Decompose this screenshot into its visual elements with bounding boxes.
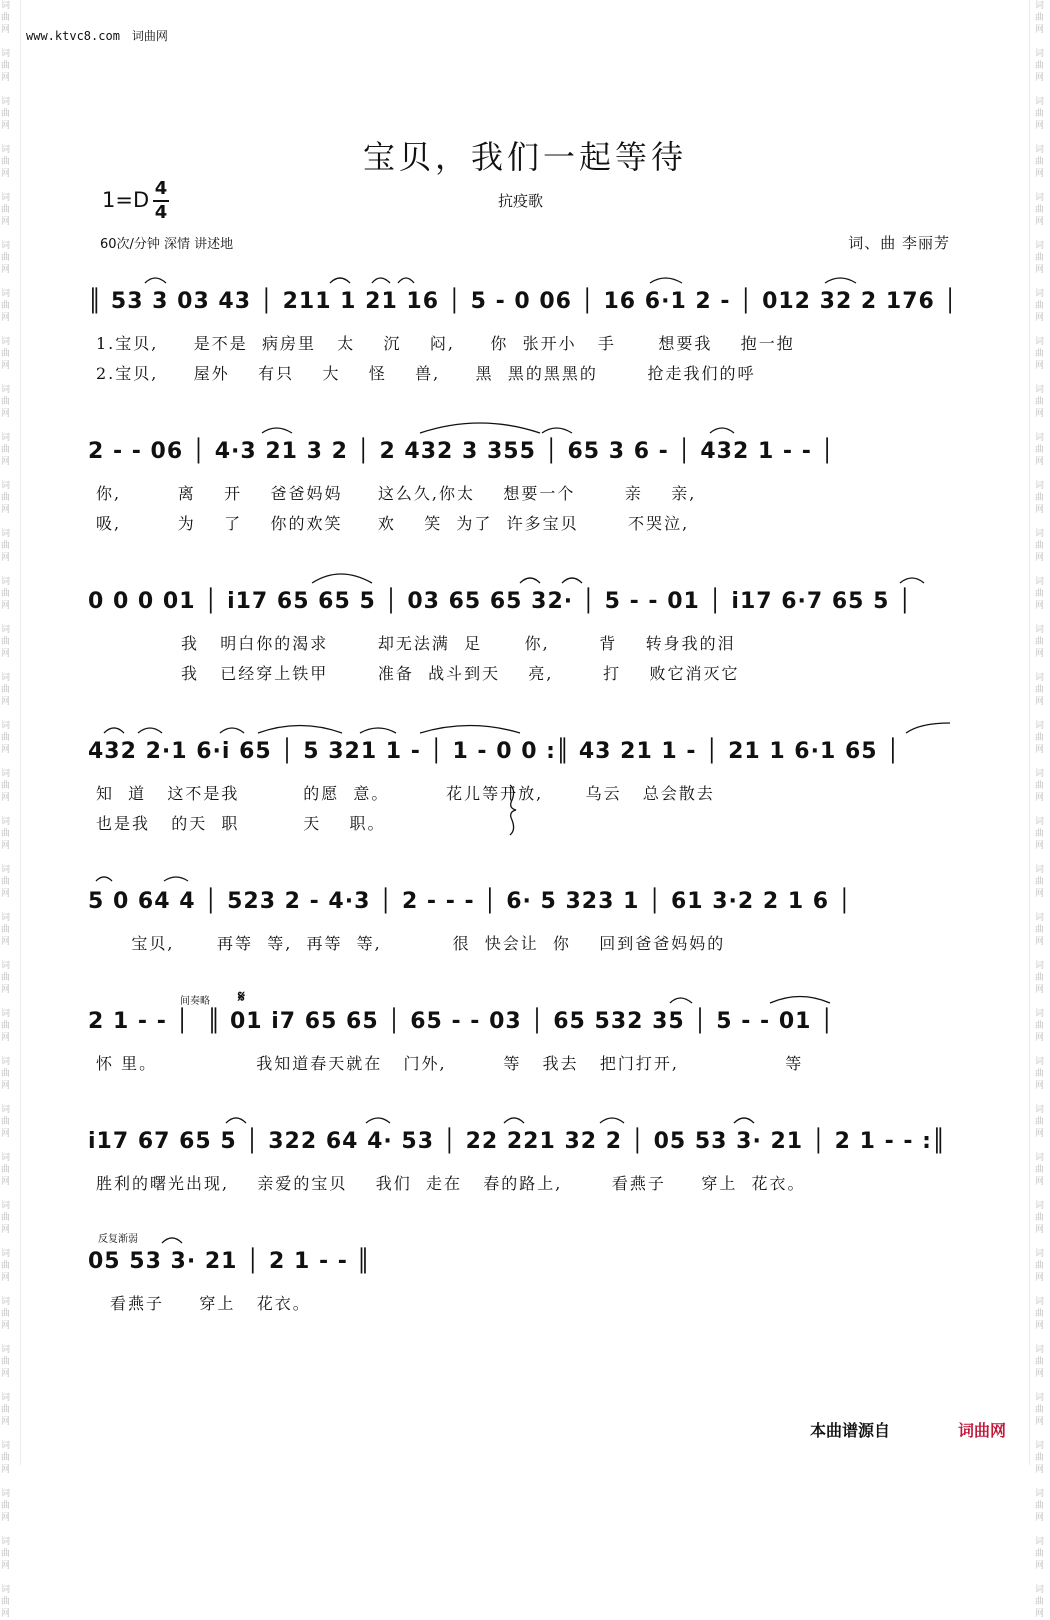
slur [96, 877, 112, 881]
lyric-line-1-verse-1: 1.宝贝, 是不是 病房里 太 沉 闷, 你 张开小 手 想要我 抱一抱 [96, 334, 795, 353]
slur [104, 728, 124, 733]
slur [734, 1118, 754, 1123]
lyric-line-2-verse-1: 你, 离 开 爸爸妈妈 这么久,你太 想要一个 亲 亲, [96, 484, 697, 503]
lyric-line-2-verse-2: 吸, 为 了 你的欢笑 欢 笑 为了 许多宝贝 不哭泣, [96, 514, 690, 533]
lyric-line-3-verse-1: 我 明白你的渴求 却无法满 足 你, 背 转身我的泪 [96, 634, 736, 653]
lyric-line-7: 胜利的曙光出现, 亲爱的宝贝 我们 走在 春的路上, 看燕子 穿上 花衣。 [96, 1174, 806, 1193]
notation-line-8: 05 53 3· 21 │ 2 1 - - ║ [88, 1249, 371, 1274]
slur [825, 278, 856, 283]
fade-repeat-mark: 反复渐弱 [98, 1234, 138, 1245]
lyric-line-6: 怀 里。 我知道春天就在 门外, 等 我去 把门打开, 等 [96, 1054, 804, 1073]
slur [226, 1118, 246, 1123]
slur [542, 428, 572, 433]
slur [710, 428, 734, 433]
genre-label: 抗疫歌 [498, 192, 544, 210]
song-title: 宝贝，我们一起等待 [362, 138, 687, 176]
notation-line-1: ║ 53 3 03 43 │ 211 1 21 16 │ 5 - 0 06 │ 16 6·1 2 - │ 012 32 2 176 │ [88, 289, 958, 314]
slur [504, 1118, 524, 1123]
interlude-mark: 间奏略 [180, 996, 210, 1007]
slur [366, 1118, 390, 1123]
notation-line-7: i17 67 65 5 │ 322 64 4· 53 │ 22 221 32 2 │ 05 53 3· 21 │ 2 1 - - :║ [88, 1129, 947, 1154]
credits: 词、曲 李丽芳 [848, 234, 950, 252]
slur [670, 998, 692, 1003]
lyric-line-1-verse-2: 2.宝贝, 屋外 有只 大 怪 兽, 黑 黑的黑黑的 抢走我们的呼 [96, 364, 756, 383]
slur [600, 1118, 624, 1123]
left-margin-line [20, 0, 21, 1465]
lyric-line-4-verse-1: 知 道 这不是我 的愿 意。 花儿等开放, 乌云 总会散去 [96, 784, 715, 803]
slur [330, 278, 350, 283]
slur [770, 997, 830, 1004]
slur [900, 578, 924, 583]
lyric-line-4-verse-2: 也是我 的天 职 天 职。 [96, 814, 386, 833]
slur [360, 728, 396, 733]
slur [398, 278, 414, 283]
slur [420, 726, 520, 734]
site-url[interactable]: www.ktvc8.com 词曲网 [26, 29, 168, 43]
slur [520, 578, 540, 583]
notation-line-3: 0 0 0 01 │ i17 65 65 5 │ 03 65 65 32· │ 5 - - 01 │ i17 6·7 65 5 │ [88, 589, 913, 614]
slur [650, 278, 682, 283]
left-watermark-strip: 词 曲 网 词 曲 网 词 曲 网 词 曲 网 词 曲 网 词 曲 网 词 曲 网 词 曲 网 词 曲 网 词 曲 网 词 曲 网 词 曲 网 词 曲 网 词 曲 网 词 曲 网 词 曲 网 词 曲 网 词 曲 网 词 曲 网 词 曲 网 词 曲 网 词 曲 网 词 曲 网 词 曲 网 词 曲 网 词 曲 网 词 曲 网 词 曲 网 词 曲 网 词 曲 网 词 曲 网 词 曲 网 词 曲 网 词 曲 网 [1, 1, 11, 1619]
lyric-line-8: 看燕子 穿上 花衣。 [110, 1294, 311, 1313]
slur [220, 728, 244, 733]
slur [164, 877, 188, 881]
lyric-line-5: 宝贝, 再等 等, 再等 等, 很 快会让 你 回到爸爸妈妈的 [96, 934, 726, 953]
lyric-line-3-verse-2: 我 已经穿上铁甲 准备 战斗到天 亮, 打 败它消灭它 [96, 664, 740, 683]
slur [162, 1238, 182, 1243]
slur [562, 578, 582, 583]
segno-sign: 𝄋 [238, 987, 245, 1006]
slur [906, 723, 950, 733]
source-label: 本曲谱源自 [810, 1421, 891, 1440]
time-signature [151, 178, 171, 224]
time-signature-bottom: 4 [154, 202, 168, 223]
notation-line-6: 2 1 - - │ ║ 01 i7 65 65 │ 65 - - 03 │ 65 532 35 │ 5 - - 01 │ [88, 1009, 835, 1034]
slur [138, 728, 162, 733]
notation-line-5: 5 0 64 4 │ 523 2 - 4·3 │ 2 - - - │ 6· 5 323 1 │ 61 3·2 2 1 6 │ [88, 889, 852, 914]
slur [145, 278, 166, 283]
slur [372, 278, 390, 283]
slur [258, 726, 342, 734]
source-site-link[interactable]: 词曲网 [958, 1421, 1007, 1440]
tempo-marking: 60次/分钟 深情 讲述地 [100, 237, 234, 252]
notation-line-4: 432 2·1 6·i 65 │ 5 321 1 - │ 1 - 0 0 :║ 43 21 1 - │ 21 1 6·1 65 │ [88, 739, 901, 764]
slur [262, 428, 292, 433]
slur [312, 574, 372, 583]
key-signature: 1=D [102, 188, 150, 212]
right-watermark-strip: 词 曲 网 词 曲 网 词 曲 网 词 曲 网 词 曲 网 词 曲 网 词 曲 网 词 曲 网 词 曲 网 词 曲 网 词 曲 网 词 曲 网 词 曲 网 词 曲 网 词 曲 网 词 曲 网 词 曲 网 词 曲 网 词 曲 网 词 曲 网 词 曲 网 词 曲 网 词 曲 网 词 曲 网 词 曲 网 词 曲 网 词 曲 网 词 曲 网 词 曲 网 词 曲 网 词 曲 网 词 曲 网 词 曲 网 词 曲 网 [1035, 1, 1045, 1619]
time-signature-top: 4 [154, 178, 168, 199]
notation-line-2: 2 - - 06 │ 4·3 21 3 2 │ 2 432 3 355 │ 65 3 6 - │ 432 1 - - │ [88, 439, 835, 464]
slur [420, 423, 540, 433]
right-margin-line [1029, 0, 1030, 1465]
